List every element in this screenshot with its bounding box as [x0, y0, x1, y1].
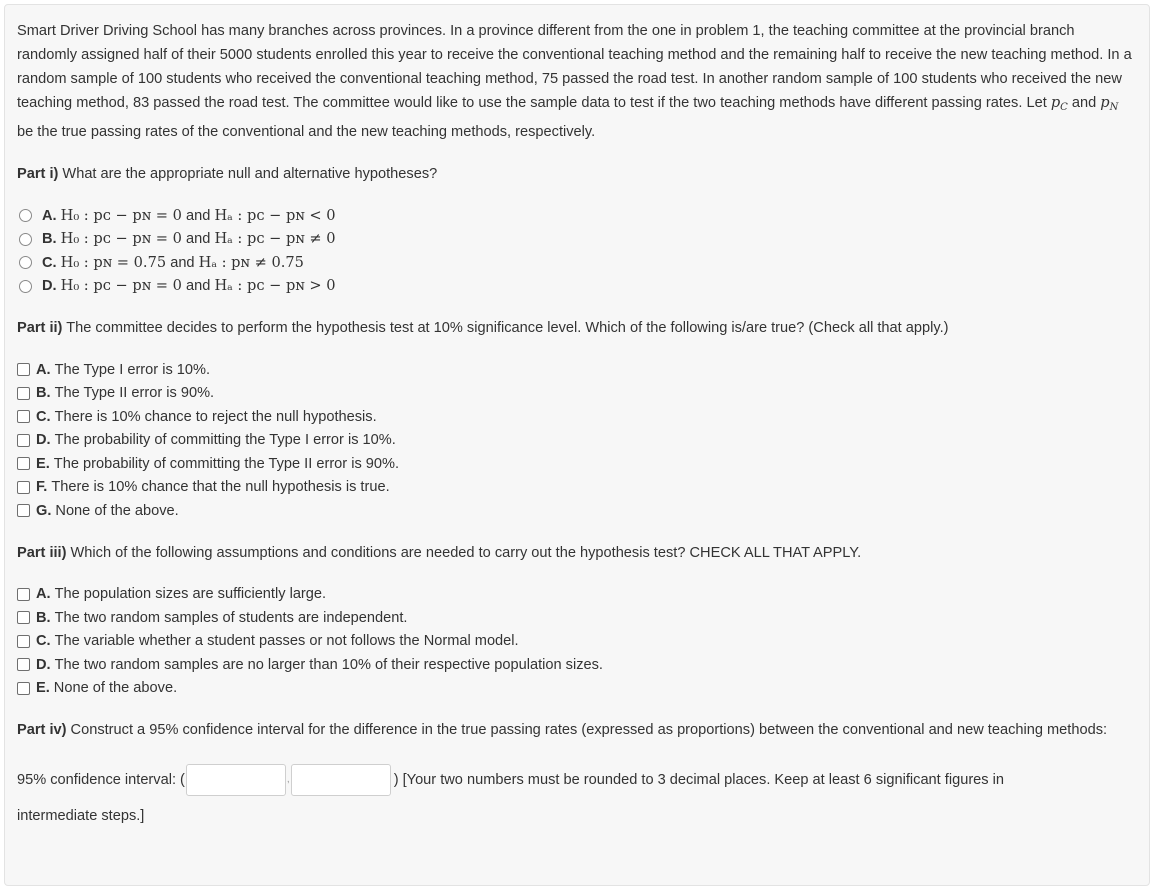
option-text: None of the above.: [55, 502, 179, 519]
checkbox[interactable]: [17, 658, 30, 671]
part-1-question: What are the appropriate null and alternative hypotheses?: [62, 166, 438, 182]
option-letter: A.: [36, 361, 51, 378]
checkbox[interactable]: [17, 481, 30, 494]
part-1-label: Part i): [17, 166, 59, 182]
part-2-option-d[interactable]: [17, 429, 1137, 453]
option-text: The probability of committing the Type II error is 90%.: [53, 455, 400, 472]
alt-hypothesis: Hₐ : pᴄ − pɴ < 0: [214, 206, 336, 224]
confidence-interval-row: [17, 762, 1137, 798]
option-text: The Type I error is 10%.: [54, 361, 211, 378]
checkbox[interactable]: [17, 387, 30, 400]
part-1-option-b[interactable]: [19, 228, 1137, 252]
alt-hypothesis: Hₐ : pᴄ − pɴ ≠ 0: [214, 230, 336, 248]
part-2-options: [17, 358, 1137, 523]
ci-instructions-tail: [17, 804, 1137, 828]
part-4-title: [17, 718, 1137, 742]
null-hypothesis: H₀ : pᴄ − pɴ = 0: [60, 206, 182, 224]
part-3-option-b[interactable]: [17, 606, 1137, 630]
part-2-question: The committee decides to perform the hypothesis test at 10% significance level. Which of the following is/are true? (Check all that apply.): [66, 320, 949, 336]
ci-lower-input[interactable]: [186, 764, 286, 796]
and-word: and: [186, 207, 211, 224]
part-4-label: Part iv): [17, 722, 67, 738]
part-2-option-e[interactable]: [17, 452, 1137, 476]
option-text: None of the above.: [53, 680, 178, 697]
checkbox[interactable]: [17, 504, 30, 517]
part-1-option-d[interactable]: [19, 275, 1137, 299]
and-word: and: [186, 231, 211, 248]
checkbox[interactable]: [17, 682, 30, 695]
radio-button[interactable]: [19, 256, 32, 269]
ci-comma: ,: [286, 774, 290, 785]
part-3-options: [17, 583, 1137, 701]
part-1-option-c[interactable]: [19, 251, 1137, 275]
option-letter: C.: [36, 408, 51, 425]
part-2-label: Part ii): [17, 320, 63, 336]
checkbox[interactable]: [17, 457, 30, 470]
part-1-option-a[interactable]: [19, 204, 1137, 228]
and-word: and: [170, 254, 195, 271]
intro-end-text: be the true passing rates of the conventional and the new teaching methods, respectively.: [17, 124, 596, 140]
part-3-title: [17, 541, 1137, 565]
option-text: The two random samples are no larger than 10% of their respective population sizes.: [54, 656, 603, 673]
ci-tail-text: intermediate steps.]: [17, 808, 145, 824]
null-hypothesis: H₀ : pᴄ − pɴ = 0: [60, 230, 182, 248]
option-text: There is 10% chance that the null hypothesis is true.: [51, 479, 390, 496]
part-1-title: [17, 162, 1137, 186]
option-letter: F.: [36, 479, 48, 496]
option-text: The probability of committing the Type I error is 10%.: [54, 432, 396, 449]
part-4-question: Construct a 95% confidence interval for the difference in the true passing rates (expressed as proportions) between the conventional and new teaching methods:: [70, 722, 1108, 738]
ci-upper-input[interactable]: [291, 764, 391, 796]
part-2-option-c[interactable]: [17, 405, 1137, 429]
option-text: There is 10% chance to reject the null hypothesis.: [54, 408, 377, 425]
alt-hypothesis: Hₐ : pɴ ≠ 0.75: [198, 253, 304, 271]
option-letter: B.: [42, 231, 57, 248]
part-2-option-f[interactable]: [17, 476, 1137, 500]
option-text: The population sizes are sufficiently large.: [54, 586, 327, 603]
part-2-option-b[interactable]: [17, 382, 1137, 406]
radio-button[interactable]: [19, 233, 32, 246]
option-text: The two random samples of students are independent.: [54, 609, 408, 626]
part-2-title: [17, 316, 1137, 340]
part-3-question: Which of the following assumptions and conditions are needed to carry out the hypothesis test? CHECK ALL THAT APPLY.: [70, 544, 862, 561]
alt-hypothesis: Hₐ : pᴄ − pɴ > 0: [214, 277, 336, 295]
option-letter: C.: [36, 633, 51, 650]
option-letter: G.: [36, 502, 52, 519]
option-letter: B.: [36, 609, 51, 626]
option-letter: D.: [42, 278, 57, 295]
radio-button[interactable]: [19, 280, 32, 293]
pc-symbol: $p_C$: [1050, 94, 1068, 113]
part-3-option-a[interactable]: [17, 583, 1137, 607]
intro-and: and: [1071, 95, 1097, 111]
problem-statement: [17, 19, 1137, 144]
part-2-option-g[interactable]: [17, 499, 1137, 523]
part-3-option-d[interactable]: [17, 653, 1137, 677]
option-letter: D.: [36, 656, 51, 673]
checkbox[interactable]: [17, 611, 30, 624]
null-hypothesis: H₀ : pɴ = 0.75: [60, 253, 167, 271]
option-letter: D.: [36, 432, 51, 449]
option-text: The Type II error is 90%.: [54, 385, 215, 402]
checkbox[interactable]: [17, 363, 30, 376]
option-letter: B.: [36, 385, 51, 402]
and-word: and: [186, 278, 211, 295]
part-3-option-e[interactable]: [17, 677, 1137, 701]
option-letter: A.: [36, 586, 51, 603]
option-letter: E.: [36, 680, 50, 697]
null-hypothesis: H₀ : pᴄ − pɴ = 0: [60, 277, 182, 295]
question-content: [17, 19, 1137, 828]
checkbox[interactable]: [17, 588, 30, 601]
part-2-option-a[interactable]: [17, 358, 1137, 382]
question-card: [4, 4, 1150, 886]
ci-instructions: ) [Your two numbers must be rounded to 3 decimal places. Keep at least 6 significant figures in: [393, 772, 1005, 788]
intro-text: Smart Driver Driving School has many branches across provinces. In a province different from the one in problem 1, the teaching committee at the provincial branch randomly assigned half of their 5000 students enrolled this year to receive the conventional teaching method and the remaining half to receive the new teaching method. In a random sample of 100 students who received the conventional teaching method, 75 passed the road test. In another random sample of 100 students who received the new teaching method, 83 passed the road test. The committee would like to use the sample data to test if the two teaching methods have different passing rates. Let: [17, 23, 1132, 111]
option-letter: A.: [42, 207, 57, 224]
ci-label: 95% confidence interval: (: [17, 772, 185, 788]
checkbox[interactable]: [17, 635, 30, 648]
radio-button[interactable]: [19, 209, 32, 222]
option-text: The variable whether a student passes or not follows the Normal model.: [54, 633, 519, 650]
option-letter: C.: [42, 254, 57, 271]
checkbox[interactable]: [17, 410, 30, 423]
part-3-label: Part iii): [17, 544, 67, 561]
checkbox[interactable]: [17, 434, 30, 447]
option-letter: E.: [36, 455, 50, 472]
part-3-option-c[interactable]: [17, 630, 1137, 654]
part-1-options: [19, 204, 1137, 298]
pn-symbol: $p_N$: [1100, 94, 1119, 113]
